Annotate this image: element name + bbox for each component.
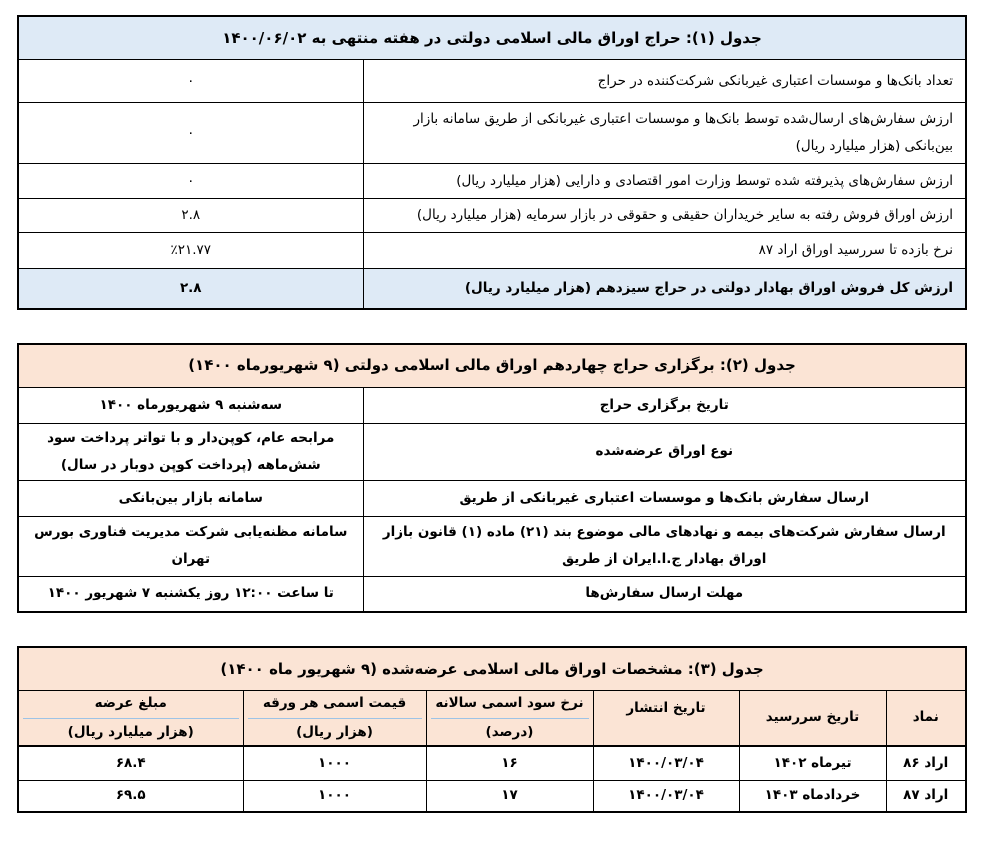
row-label: مهلت ارسال سفارش‌ها xyxy=(363,576,966,612)
column-header-unit: (درصد) xyxy=(485,723,534,740)
table-1-title: جدول (۱): حراج اوراق مالی اسلامی دولتی در هفته منتهی به ۱۴۰۰/۰۶/۰۲ xyxy=(18,16,966,60)
table-row xyxy=(18,746,966,780)
cell-face-value: ۱۰۰۰ xyxy=(243,746,426,780)
row-value: مرابحه عام، کوپن‌دار و با تواتر پرداخت سود شش‌ماهه (پرداخت کوپن دوبار در سال) xyxy=(18,423,363,480)
table-1-title-row xyxy=(18,16,966,60)
column-header-unit: (هزار ریال) xyxy=(296,723,373,740)
column-header-offer-amount xyxy=(18,691,243,747)
row-label: نرخ بازده تا سررسید اوراق اراد ۸۷ xyxy=(363,233,966,269)
row-label: ارزش اوراق فروش رفته به سایر خریداران حقیقی و حقوقی در بازار سرمایه (هزار میلیارد ریال) xyxy=(363,199,966,233)
table-row xyxy=(18,164,966,199)
table-row xyxy=(18,103,966,164)
row-label: نوع اوراق عرضه‌شده xyxy=(363,423,966,480)
cell-symbol: اراد ۸۷ xyxy=(886,780,966,812)
row-label: تعداد بانک‌ها و موسسات اعتباری غیربانکی شرکت‌کننده در حراج xyxy=(363,60,966,103)
table-1-weekly-auction xyxy=(17,15,967,310)
row-label: ارزش سفارش‌های ارسال‌شده توسط بانک‌ها و موسسات اعتباری غیربانکی از طریق سامانه بازار بین‌بانکی (هزار میلیارد ریال) xyxy=(363,103,966,164)
row-value: سه‌شنبه ۹ شهریورماه ۱۴۰۰ xyxy=(18,387,363,423)
row-label: ارسال سفارش بانک‌ها و موسسات اعتباری غیربانکی از طریق xyxy=(363,480,966,516)
cell-maturity: خردادماه ۱۴۰۳ xyxy=(739,780,886,812)
column-header-label: مبلغ عرضه xyxy=(23,691,239,719)
total-row-label: ارزش کل فروش اوراق بهادار دولتی در حراج سیزدهم (هزار میلیارد ریال) xyxy=(363,269,966,309)
cell-maturity: تیرماه ۱۴۰۲ xyxy=(739,746,886,780)
table-3-title: جدول (۳): مشخصات اوراق مالی اسلامی عرضه‌شده (۹ شهریور ماه ۱۴۰۰) xyxy=(18,647,966,691)
row-value: سامانه مظنه‌یابی شرکت مدیریت فناوری بورس تهران xyxy=(18,516,363,576)
row-label: تاریخ برگزاری حراج xyxy=(363,387,966,423)
cell-offer-amount: ۶۸.۴ xyxy=(18,746,243,780)
row-value: ۲.۸ xyxy=(18,199,363,233)
cell-issue-date: ۱۴۰۰/۰۳/۰۴ xyxy=(593,780,739,812)
table-row xyxy=(18,516,966,576)
cell-coupon-rate: ۱۷ xyxy=(426,780,593,812)
column-header-label: قیمت اسمی هر ورقه xyxy=(248,691,422,719)
spacer xyxy=(19,613,967,646)
cell-symbol: اراد ۸۶ xyxy=(886,746,966,780)
column-header-issue-date: تاریخ انتشار xyxy=(593,691,739,747)
row-value: سامانه بازار بین‌بانکی xyxy=(18,480,363,516)
table-3-header-row xyxy=(18,691,966,747)
table-row xyxy=(18,780,966,812)
table-row xyxy=(18,60,966,103)
table-row xyxy=(18,233,966,269)
table-row xyxy=(18,576,966,612)
row-value: ۰ xyxy=(18,60,363,103)
column-header-maturity: تاریخ سررسید xyxy=(739,691,886,747)
report-page xyxy=(19,15,967,813)
row-value: تا ساعت ۱۲:۰۰ روز یکشنبه ۷ شهریور ۱۴۰۰ xyxy=(18,576,363,612)
cell-coupon-rate: ۱۶ xyxy=(426,746,593,780)
table-2-auction-14-info xyxy=(17,343,967,614)
cell-offer-amount: ۶۹.۵ xyxy=(18,780,243,812)
table-1-total-row xyxy=(18,269,966,309)
column-header-coupon-rate xyxy=(426,691,593,747)
column-header-symbol: نماد xyxy=(886,691,966,747)
cell-issue-date: ۱۴۰۰/۰۳/۰۴ xyxy=(593,746,739,780)
spacer xyxy=(19,310,967,343)
row-label: ارزش سفارش‌های پذیرفته شده توسط وزارت امور اقتصادی و دارایی (هزار میلیارد ریال) xyxy=(363,164,966,199)
column-header-label: نرخ سود اسمی سالانه xyxy=(431,691,589,719)
table-3-securities-specs xyxy=(17,646,967,813)
table-2-title-row xyxy=(18,344,966,388)
table-row xyxy=(18,423,966,480)
row-value: ٪۲۱.۷۷ xyxy=(18,233,363,269)
table-row xyxy=(18,480,966,516)
cell-face-value: ۱۰۰۰ xyxy=(243,780,426,812)
row-label: ارسال سفارش شرکت‌های بیمه و نهادهای مالی موضوع بند (۲۱) ماده (۱) قانون بازار اوراق بهادار ج.ا.ایران از طریق xyxy=(363,516,966,576)
table-2-title: جدول (۲): برگزاری حراج چهاردهم اوراق مالی اسلامی دولتی (۹ شهریورماه ۱۴۰۰) xyxy=(18,344,966,388)
column-header-unit: (هزار میلیارد ریال) xyxy=(67,723,194,740)
table-row xyxy=(18,387,966,423)
row-value: ۰ xyxy=(18,164,363,199)
column-header-face-value xyxy=(243,691,426,747)
total-row-value: ۲.۸ xyxy=(18,269,363,309)
table-3-title-row xyxy=(18,647,966,691)
table-row xyxy=(18,199,966,233)
row-value: ۰ xyxy=(18,103,363,164)
